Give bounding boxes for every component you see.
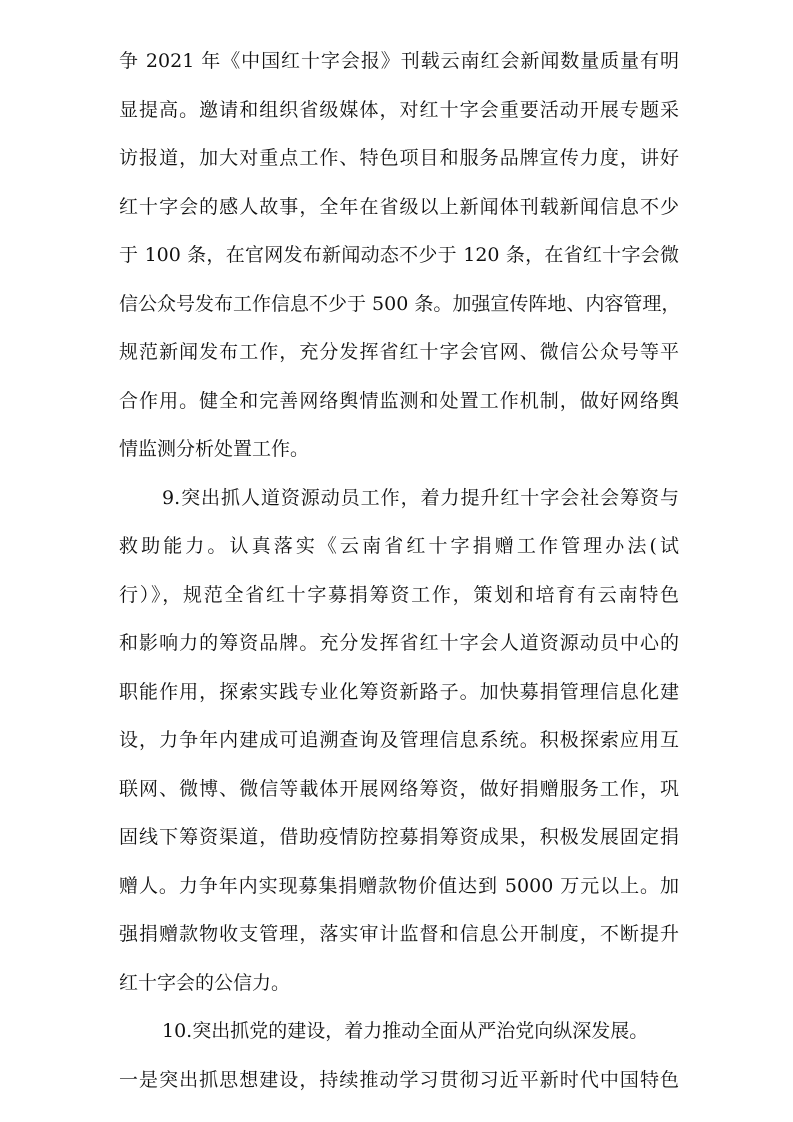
paragraph-heading: 10.突出抓党的建设，着力推动全面从严治党向纵深发展。: [162, 1020, 649, 1042]
text-line: 争 2021 年《中国红十字会报》刊载云南红会新闻数量质量有明: [119, 50, 679, 72]
text-line: 访报道，加大对重点工作、特色项目和服务品牌宣传力度，讲好: [119, 147, 679, 169]
text-line: 强捐赠款物收支管理，落实审计监督和信息公开制度，不断提升: [119, 923, 679, 945]
text-line: 合作用。健全和完善网络舆情监测和处置工作机制，做好网络舆: [119, 390, 679, 412]
text-line: 和影响力的筹资品牌。充分发挥省红十字会人道资源动员中心的: [119, 632, 679, 654]
text-line: 情监测分析处置工作。: [119, 438, 310, 460]
text-line: 于 100 条，在官网发布新闻动态不少于 120 条，在省红十字会微: [119, 244, 679, 266]
text-line: 一是突出抓思想建设，持续推动学习贯彻习近平新时代中国特色: [119, 1069, 679, 1091]
text-line: 救助能力。认真落实《云南省红十字捐赠工作管理办法(试: [119, 535, 679, 557]
text-line: 联网、微博、微信等載体开展网络筹资，做好捐赠服务工作，巩: [119, 778, 679, 800]
text-line: 信公众号发布工作信息不少于 500 条。加强宣传阵地、内容管理，: [119, 293, 681, 315]
text-line: 规范新闻发布工作，充分发挥省红十字会官网、微信公众号等平: [119, 341, 679, 363]
text-line: 赠人。力争年内实现募集捐赠款物价值达到 5000 万元以上。加: [119, 875, 679, 897]
text-line: 行）》，规范全省红十字募捐筹资工作，策划和培育有云南特色: [119, 584, 679, 606]
text-line: 职能作用，探索实践专业化筹资新路子。加快募捐管理信息化建: [119, 681, 679, 703]
text-line: 设，力争年内建成可追溯查询及管理信息系统。积极探索应用互: [119, 729, 679, 751]
text-line: 红十字会的公信力。: [119, 972, 291, 994]
text-line: 红十字会的感人故事，全年在省级以上新闻体刊载新闻信息不少: [119, 196, 679, 218]
text-line: 显提高。邀请和组织省级媒体，对红十字会重要活动开展专题采: [119, 99, 679, 121]
paragraph-heading: 9.突出抓人道资源动员工作，着力提升红十字会社会筹资与: [162, 487, 679, 509]
text-line: 固线下筹资渠道，借助疫情防控募捐筹资成果，积极发展固定捐: [119, 826, 679, 848]
